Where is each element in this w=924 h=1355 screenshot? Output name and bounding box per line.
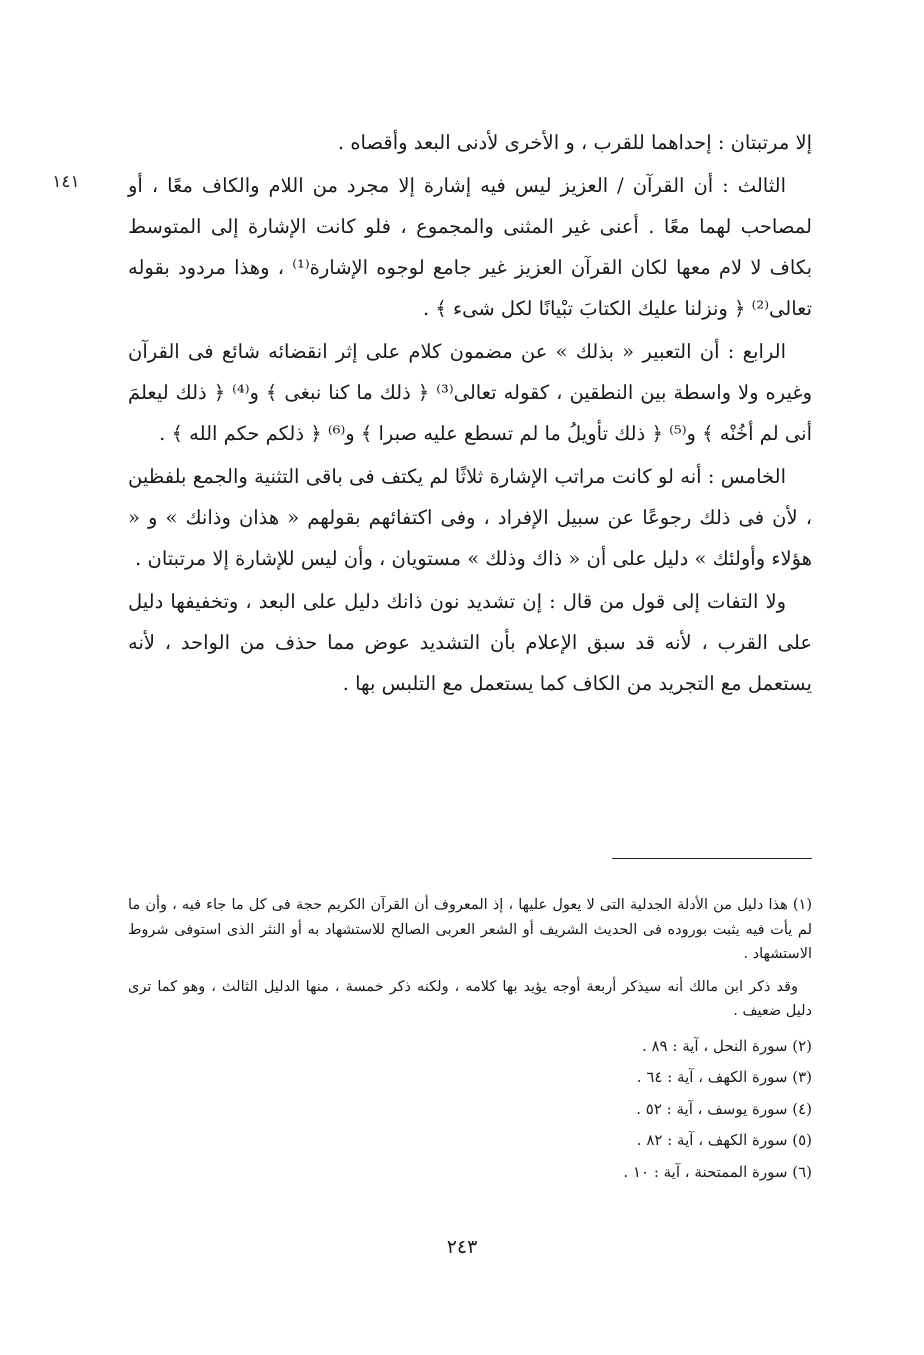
footnote-6: (٦) سورة الممتحنة ، آية : ١٠ .: [623, 1162, 812, 1181]
paragraph-fifth-argument: الخامس : أنه لو كانت مراتب الإشارة ثلاثًا لم يكتف فى باقى التثنية والجمع بلفظين ، لأن فى ذلك رجوعًا عن سبيل الإفراد ، وفى اكتفائهم بقولهم « هذان وذانك » و « هؤلاء وأولئك » دليل على أن « ذاك وذلك » مستويان ، وأن ليس للإشارة إلا مرتبتان .: [128, 465, 812, 570]
footnote-separator: [612, 858, 812, 859]
footnote-5: (٥) سورة الكهف ، آية : ٨٢ .: [636, 1131, 812, 1149]
paragraph-continuation: إلا مرتبتان : إحداهما للقرب ، و الأخرى لأدنى البعد وأقصاه .: [337, 131, 812, 154]
page-number: ٢٤٣: [446, 1236, 478, 1258]
main-text-body: [128, 122, 812, 706]
footnote-4: (٤) سورة يوسف ، آية : ٥٢ .: [636, 1099, 812, 1118]
footnote-1-continuation: وقد ذكر ابن مالك أنه سيذكر أربعة أوجه يؤيد بها كلامه ، ولكنه ذكر خمسة ، منها الدليل الثالث ، وهو كما ترى دليل ضعيف .: [128, 978, 812, 1019]
paragraph-third-argument: الثالث : أن القرآن / العزيز ليس فيه إشارة إلا مجرد من اللام والكاف معًا ، أو لمصاحب لهما معًا . أعنى غير المثنى والمجموع ، فلو كانت الإشارة إلى المتوسط بكاف لا لام معها لكان القرآن العزيز غير جامع لوجوه الإشارة⁽¹⁾ ، وهذا مردود بقوله تعالى⁽²⁾ ﴿ ونزلنا عليك الكتابَ تبْيانًا لكل شىء ﴾ .: [128, 174, 812, 320]
footnote-2: (٢) سورة النحل ، آية : ٨٩ .: [641, 1036, 812, 1055]
footnote-1: (١) هذا دليل من الأدلة الجدلية التى لا يعول عليها ، إذ المعروف أن القرآن الكريم حجة فى كل ما جاء فيه ، وأن ما لم يأت فيه يثبت بوروده فى الحديث الشريف أو الشعر العربى الصالح للاستشهاد به أو النثر الذى استوفى شروط الاستشهاد .: [128, 897, 812, 962]
footnotes-section: [128, 893, 812, 1191]
paragraph-refutation: ولا التفات إلى قول من قال : إن تشديد نون ذانك دليل على البعد ، وتخفيفها دليل على القرب ، لأنه قد سبق الإعلام بأن التشديد عوض مما حذف من الواحد ، لأنه يستعمل مع التجريد من الكاف كما يستعمل مع التلبس بها .: [128, 590, 812, 695]
margin-page-reference: ١٤١: [52, 172, 80, 192]
paragraph-fourth-argument: الرابع : أن التعبير « بذلك » عن مضمون كلام على إثر انقضائه شائع فى القرآن وغيره ولا واسطة بين النطقين ، كقوله تعالى⁽³⁾ ﴿ ذلك ما كنا نبغى ﴾ و⁽⁴⁾ ﴿ ذلك ليعلمَ أنى لم أخُنْه ﴾ و⁽⁵⁾ ﴿ ذلك تأويلُ ما لم تسطع عليه صبرا ﴾ و⁽⁶⁾ ﴿ ذلكم حكم الله ﴾ .: [128, 340, 813, 445]
footnote-3: (٣) سورة الكهف ، آية : ٦٤ .: [636, 1068, 812, 1086]
